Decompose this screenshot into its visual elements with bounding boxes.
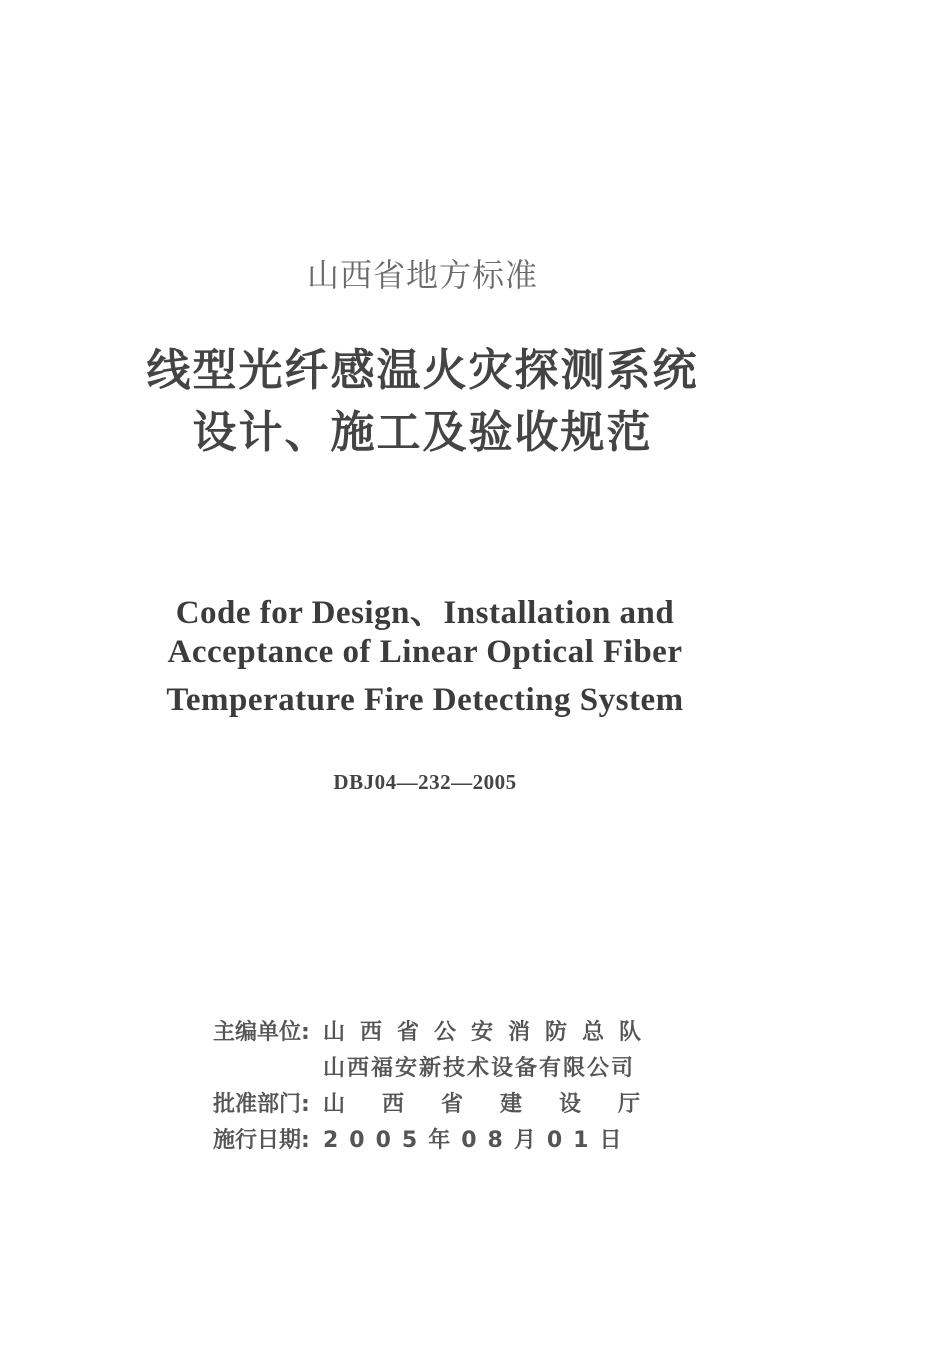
english-title-line-3: Temperature Fire Detecting System	[166, 682, 684, 718]
standard-type-heading: 山西省地方标准	[306, 256, 538, 294]
approver-row	[213, 1087, 678, 1123]
effective-date-row	[213, 1123, 653, 1159]
english-title-line-2: Acceptance of Linear Optical Fiber	[167, 634, 683, 670]
publication-info	[213, 1015, 678, 1159]
editor-row-2	[213, 1051, 653, 1087]
editor-unit-1: 山西省公安消防总队	[323, 1020, 657, 1045]
chinese-title-line-1: 线型光纤感温火灾探测系统	[146, 345, 699, 396]
effective-date-value: 2005年08月01日	[323, 1128, 633, 1153]
standard-code: DBJ04—232—2005	[333, 770, 517, 794]
editor-row	[213, 1015, 657, 1051]
effective-date-label: 施行日期:	[213, 1128, 310, 1153]
editor-label: 主编单位:	[213, 1020, 310, 1045]
approver-value: 山西省建设厅	[323, 1092, 678, 1117]
chinese-title-line-2: 设计、施工及验收规范	[192, 407, 653, 458]
english-title-line-1: Code for Design、Installation and	[175, 595, 675, 631]
approver-label: 批准部门:	[213, 1092, 310, 1117]
editor-unit-2: 山西福安新技术设备有限公司	[323, 1056, 636, 1081]
